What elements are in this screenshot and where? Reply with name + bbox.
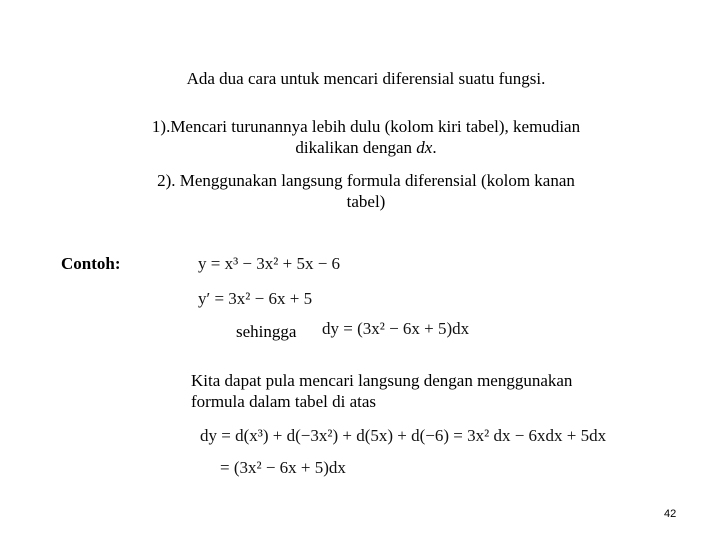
note-line-1: Kita dapat pula mencari langsung dengan menggunakan xyxy=(191,371,573,390)
example-label: Contoh: xyxy=(61,254,121,273)
equation-y: y = x³ − 3x² + 5x − 6 xyxy=(198,254,341,273)
note-line-2: formula dalam tabel di atas xyxy=(191,392,377,411)
equation-dy: dy = (3x² − 6x + 5)dx xyxy=(322,319,470,338)
method-2-line-1: 2). Menggunakan langsung formula diferensial (kolom kanan xyxy=(157,171,575,190)
page-number: 42 xyxy=(664,508,677,520)
intro-text: Ada dua cara untuk mencari diferensial suatu fungsi. xyxy=(186,69,546,88)
sehingga-text: sehingga xyxy=(236,322,297,341)
method-2 xyxy=(0,170,720,212)
equation-dy-full-line-2: = (3x² − 6x + 5)dx xyxy=(220,458,346,477)
method-1-line-1: 1).Mencari turunannya lebih dulu (kolom kiri tabel), kemudian xyxy=(151,117,581,136)
equation-y-prime: y′ = 3x² − 6x + 5 xyxy=(198,289,313,308)
method-2-line-2: tabel) xyxy=(346,192,386,211)
equation-dy-full-line-1: dy = d(x³) + d(−3x²) + d(5x) + d(−6) = 3x² dx − 6xdx + 5dx xyxy=(200,426,607,445)
note-paragraph xyxy=(191,370,572,412)
method-1-line-2: dikalikan dengan dx. xyxy=(295,138,437,157)
method-1 xyxy=(0,116,720,158)
